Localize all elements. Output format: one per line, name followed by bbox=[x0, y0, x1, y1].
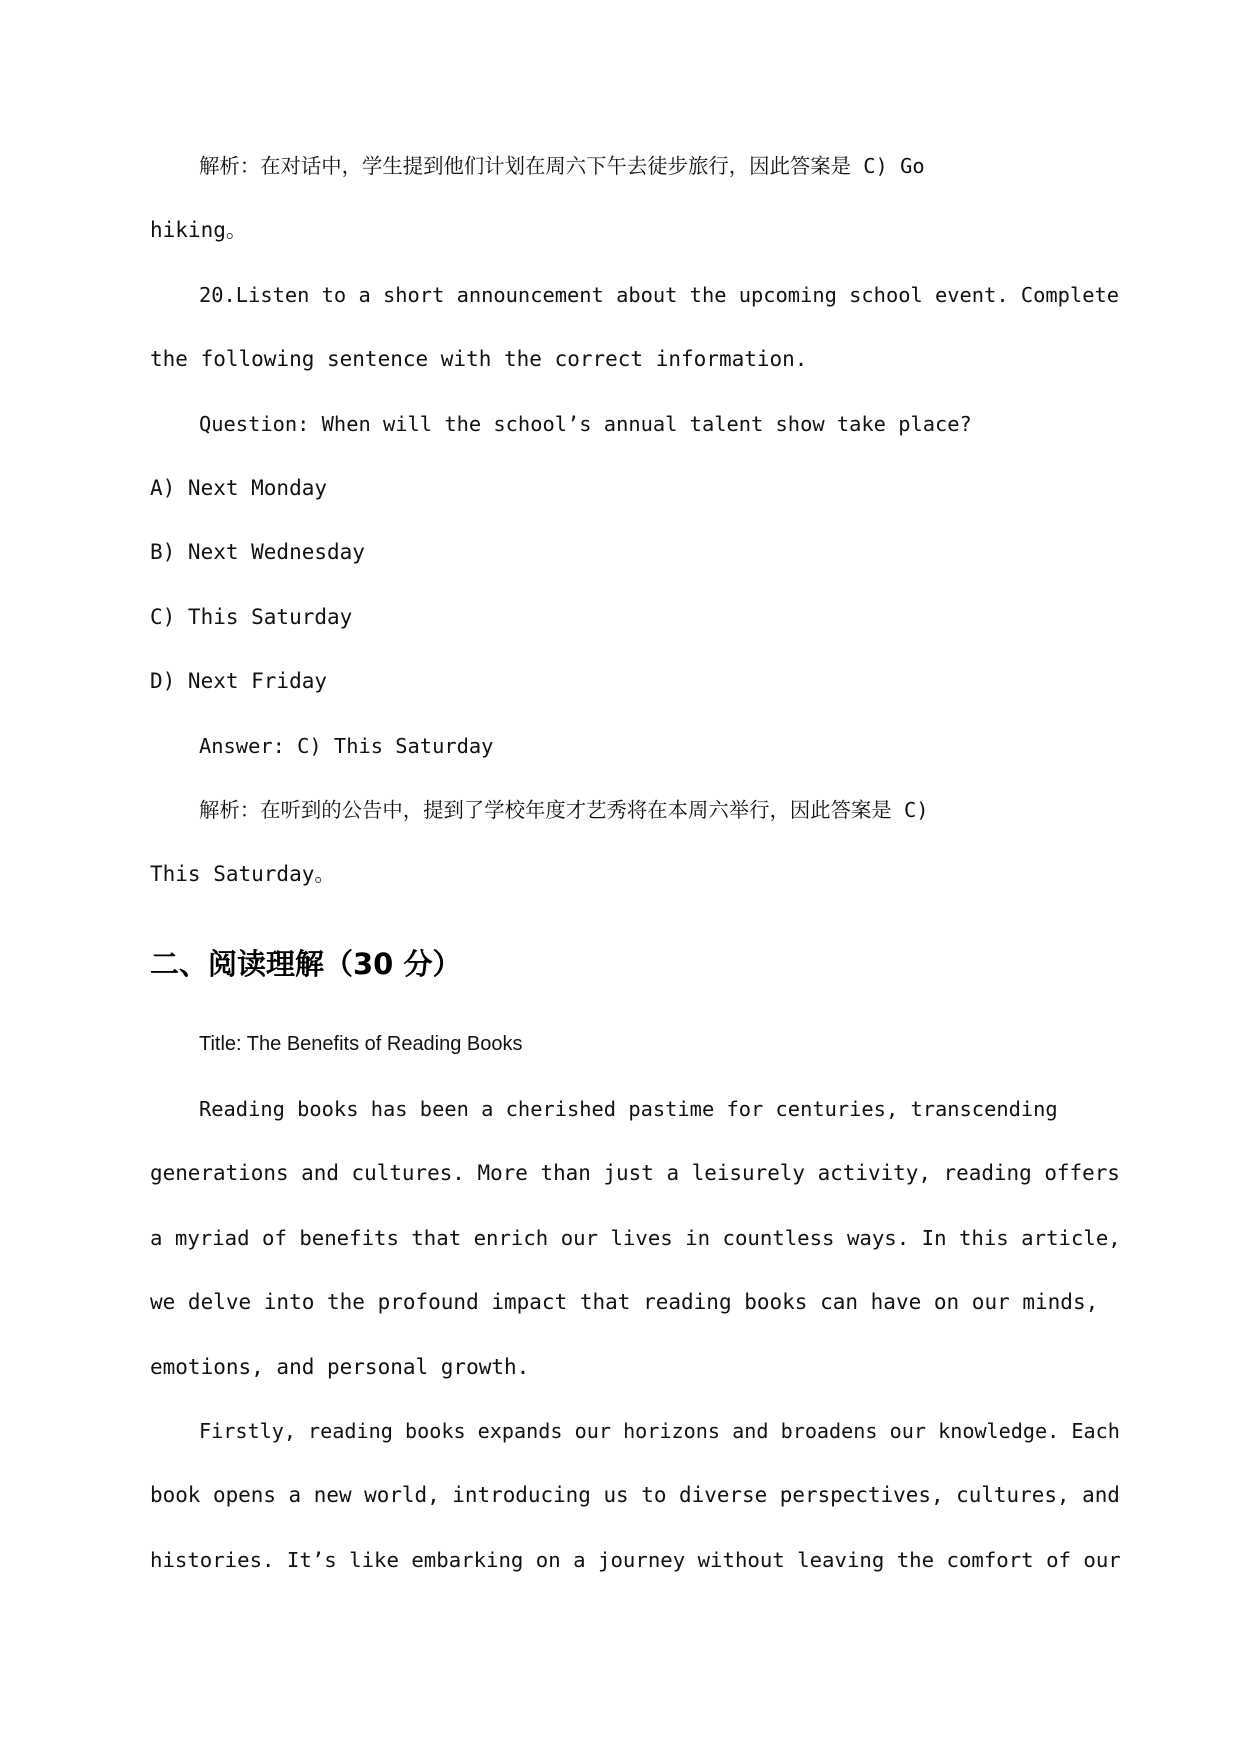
paragraph-1-line-2: generations and cultures. More than just a leisurely activity, reading offers bbox=[150, 1161, 1120, 1185]
q19-analysis-line-1: 解析：在对话中，学生提到他们计划在周六下午去徒步旅行，因此答案是 C) Go bbox=[199, 154, 925, 178]
paragraph-2-line-2: book opens a new world, introducing us to diverse perspectives, cultures, and bbox=[150, 1483, 1120, 1507]
q20-option-d: D) Next Friday bbox=[150, 669, 328, 693]
q20-answer: Answer: C) This Saturday bbox=[199, 734, 494, 758]
paragraph-1-line-4: we delve into the profound impact that reading books can have on our minds, bbox=[150, 1290, 1099, 1314]
section-heading: 二、阅读理解（30 分） bbox=[150, 947, 462, 981]
q20-option-b: B) Next Wednesday bbox=[150, 540, 365, 564]
q20-prompt-line-2: the following sentence with the correct information. bbox=[150, 347, 808, 371]
paragraph-1-line-3: a myriad of benefits that enrich our lives in countless ways. In this article, bbox=[150, 1226, 1121, 1250]
q20-question: Question: When will the school’s annual talent show take place? bbox=[199, 412, 972, 436]
paragraph-2-line-3: histories. It’s like embarking on a journey without leaving the comfort of our bbox=[150, 1548, 1121, 1572]
q20-option-c: C) This Saturday bbox=[150, 605, 353, 629]
q20-analysis-line-2: This Saturday。 bbox=[150, 862, 336, 886]
paragraph-2-line-1: Firstly, reading books expands our horizons and broadens our knowledge. Each bbox=[199, 1419, 1120, 1443]
q20-analysis-line-1: 解析：在听到的公告中，提到了学校年度才艺秀将在本周六举行，因此答案是 C) bbox=[199, 798, 929, 822]
paragraph-1-line-5: emotions, and personal growth. bbox=[150, 1355, 530, 1379]
q20-option-a: A) Next Monday bbox=[150, 476, 328, 500]
paragraph-1-line-1: Reading books has been a cherished pastime for centuries, transcending bbox=[199, 1097, 1058, 1121]
q19-analysis-line-2: hiking。 bbox=[150, 218, 247, 242]
q20-prompt-line-1: 20.Listen to a short announcement about the upcoming school event. Complete bbox=[199, 283, 1120, 307]
article-title: Title: The Benefits of Reading Books bbox=[199, 1033, 523, 1055]
